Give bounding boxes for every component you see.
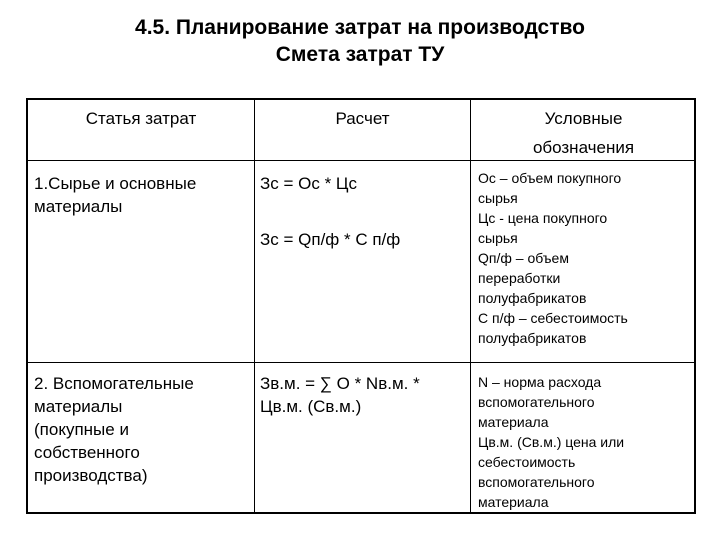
- header-notation-line-2: обозначения: [532, 138, 635, 157]
- column-divider: [254, 100, 255, 512]
- header-calculation: [255, 104, 470, 133]
- row-1-note-line: полуфабрикатов: [478, 290, 587, 306]
- row-2-note-line: N – норма расхода: [478, 374, 602, 390]
- page-title: [0, 14, 720, 68]
- row-divider: [28, 362, 694, 363]
- row-2-note-line: Цв.м. (Св.м.) цена или: [478, 434, 625, 450]
- row-1-note-line: Qп/ф – объем: [478, 250, 569, 266]
- row-1-note-line: сырья: [478, 230, 518, 246]
- title-line-1: 4.5. Планирование затрат на производство: [135, 16, 585, 39]
- row-2-note-line: себестоимость: [478, 454, 576, 470]
- row-2-note-line: материала: [478, 494, 549, 510]
- row-1-note-line: полуфабрикатов: [478, 330, 587, 346]
- row-1-formula-2-text: Зс = Qп/ф * С п/ф: [260, 230, 401, 249]
- row-1-item-line: материалы: [34, 197, 123, 216]
- row-1-note-line: Цс - цена покупного: [478, 210, 608, 226]
- row-2-item-line: (покупные и: [34, 420, 129, 439]
- header-cost-item: [28, 104, 254, 133]
- row-1-notation: [478, 168, 628, 348]
- row-1-item-line: 1.Сырье и основные: [34, 174, 197, 193]
- row-1-note-line: сырья: [478, 190, 518, 206]
- header-calculation-label: Расчет: [335, 109, 390, 128]
- row-2-formula-line: Зв.м. = ∑ О * Nв.м. *: [260, 374, 420, 393]
- cost-estimate-table: [26, 98, 696, 514]
- row-2-item-line: собственного: [34, 443, 140, 462]
- row-1-formula-1-text: Зс = Ос * Цс: [260, 174, 358, 193]
- row-1-note-line: С п/ф – себестоимость: [478, 310, 628, 326]
- row-1-formula-2: [260, 228, 400, 251]
- row-1-note-line: переработки: [478, 270, 561, 286]
- header-notation: [471, 104, 696, 162]
- row-2-item-line: 2. Вспомогательные: [34, 374, 194, 393]
- header-cost-item-label: Статья затрат: [85, 109, 197, 128]
- header-notation-line-1: Условные: [544, 109, 623, 128]
- row-2-note-line: вспомогательного: [478, 394, 595, 410]
- row-1-formula-1: [260, 172, 357, 195]
- row-2-notation: [478, 372, 624, 512]
- row-2-item-line: производства): [34, 466, 148, 485]
- title-line-2: Смета затрат ТУ: [275, 43, 445, 66]
- row-2-formula-line: Цв.м. (Св.м.): [260, 397, 362, 416]
- row-2-note-line: материала: [478, 414, 549, 430]
- row-2-cost-item: [34, 372, 194, 487]
- row-2-formula: [260, 372, 420, 418]
- row-1-note-line: Ос – объем покупного: [478, 170, 622, 186]
- row-2-note-line: вспомогательного: [478, 474, 595, 490]
- row-2-item-line: материалы: [34, 397, 123, 416]
- row-1-cost-item: [34, 172, 196, 218]
